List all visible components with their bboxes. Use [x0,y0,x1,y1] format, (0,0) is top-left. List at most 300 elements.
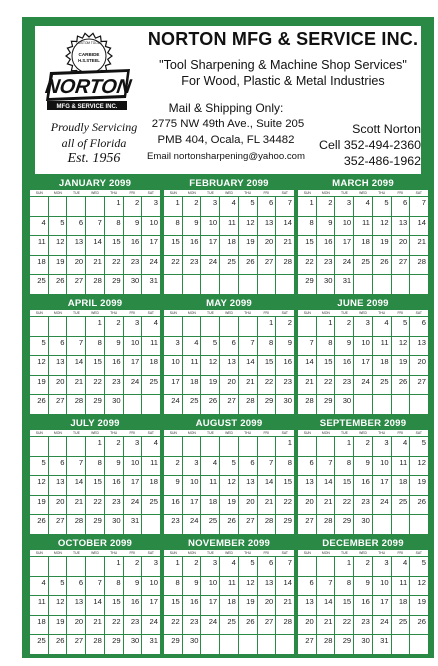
day-cell [276,217,294,236]
day-cell [354,577,372,596]
day-cell [67,557,85,576]
weekday-label: TUE [73,311,80,315]
day-number: 18 [37,616,46,626]
day-cell [183,557,201,576]
day-cell [124,356,142,375]
day-cell [298,635,316,654]
day-cell [49,356,67,375]
day-number: 14 [74,357,84,366]
day-cell [86,197,104,216]
day-number: 10 [130,337,140,347]
day-number: 20 [305,496,314,506]
day-number: 7 [287,558,292,567]
day-number: 31 [149,276,158,285]
day-number: 30 [112,396,121,405]
day-cell [30,395,48,414]
day-cell [220,256,238,275]
day-cell [124,437,142,456]
day-cell [124,395,142,414]
day-cell [86,337,104,356]
day-cell [276,376,294,395]
day-number: 19 [417,477,426,486]
day-cell [317,236,335,255]
day-cell [201,217,219,236]
day-cell [30,457,48,476]
day-cell [298,616,316,635]
weekday-label: WED [359,551,367,555]
day-number: 23 [189,616,199,626]
day-cell [124,577,142,596]
day-number: 22 [112,616,121,626]
day-cell [392,635,410,654]
weekday-label: THU [244,191,252,195]
day-number: 28 [305,396,314,405]
day-cell [410,197,428,216]
day-cell [317,395,335,414]
day-cell [124,217,142,236]
day-number: 11 [150,457,158,467]
day-cell [239,256,257,275]
day-cell [354,557,372,576]
day-number: 29 [112,636,121,645]
day-number: 22 [342,616,352,626]
day-cell [86,515,104,534]
day-number: 6 [60,457,65,467]
day-cell [183,236,201,255]
day-number: 22 [305,256,314,266]
day-cell [67,496,85,515]
weekday-label: THU [378,551,386,555]
day-number: 29 [93,516,102,525]
weekday-label: TUE [73,431,80,435]
day-number: 12 [227,477,236,486]
day-number: 9 [365,577,370,587]
weekday-label: SAT [281,191,288,195]
day-cell [276,496,294,515]
day-cell [30,437,48,456]
weekday-label: MON [53,551,62,555]
day-number: 2 [287,318,292,327]
day-cell [124,496,142,515]
day-number: 25 [398,616,408,626]
day-cell [220,577,238,596]
weekday-row [30,190,160,196]
day-number: 8 [346,577,352,587]
weekday-row [298,430,428,436]
day-cell [335,635,353,654]
day-cell [392,515,410,534]
weekday-label: THU [110,551,118,555]
day-cell [67,457,85,476]
day-number: 17 [342,237,352,246]
day-number: 29 [112,276,121,285]
day-cell [220,317,238,336]
day-cell [183,256,201,275]
day-number: 9 [175,477,180,486]
weekday-label: FRI [263,551,269,555]
day-cell [142,515,160,534]
day-number: 16 [130,237,140,246]
day-cell [239,395,257,414]
day-number: 7 [309,337,314,347]
day-number: 26 [37,396,46,405]
day-cell [164,557,182,576]
mail-label: Mail & Shipping Only: [168,101,284,115]
day-cell [220,236,238,255]
day-number: 18 [398,597,408,606]
weekday-label: THU [244,431,252,435]
day-cell [392,197,410,216]
day-cell [410,476,428,495]
day-cell [239,317,257,336]
day-cell [30,515,48,534]
day-cell [239,437,257,456]
weekday-row [164,310,294,316]
day-cell [86,457,104,476]
weekday-label: SAT [147,311,154,315]
day-number: 1 [97,438,102,447]
day-number: 6 [231,337,236,347]
month-title: JUNE 2099 [337,298,389,309]
day-number: 30 [130,636,140,645]
tagline-services: "Tool Sharpening & Machine Shop Services" [159,58,407,72]
day-number: 26 [55,276,65,285]
day-number: 23 [171,516,180,525]
month-block [30,538,160,656]
day-number: 1 [346,558,352,567]
day-number: 29 [342,516,352,525]
day-cell [67,197,85,216]
day-cell [276,476,294,495]
day-cell [392,376,410,395]
day-number: 7 [97,217,102,227]
month-block [164,178,294,296]
day-number: 18 [37,256,46,266]
day-number: 28 [93,276,102,285]
day-number: 14 [323,597,333,606]
day-number: 9 [116,457,121,467]
day-number: 19 [37,496,46,506]
day-cell [373,337,391,356]
day-number: 19 [398,357,408,366]
day-number: 25 [37,276,46,285]
weekday-label: SUN [303,431,311,435]
day-cell [276,635,294,654]
month-block [164,538,294,656]
day-cell [201,376,219,395]
day-cell [142,616,160,635]
weekday-label: FRI [129,431,135,435]
day-number: 9 [194,577,199,587]
day-cell [335,275,353,294]
weekday-label: SAT [415,311,422,315]
day-cell [183,197,201,216]
day-cell [239,356,257,375]
day-cell [410,376,428,395]
day-cell [105,317,123,336]
day-cell [142,197,160,216]
day-number: 13 [417,337,426,347]
logo-brand-text: NORTON [44,76,133,98]
day-cell [30,236,48,255]
weekday-label: SAT [147,191,154,195]
day-cell [220,596,238,615]
day-number: 5 [212,337,218,347]
day-number: 23 [361,616,370,626]
day-cell [276,577,294,596]
day-cell [201,616,219,635]
day-cell [317,376,335,395]
day-number: 17 [208,237,218,246]
day-cell [124,256,142,275]
day-cell [201,577,219,596]
day-number: 18 [149,477,158,486]
day-cell [373,577,391,596]
day-grid [298,557,428,654]
day-cell [30,616,48,635]
weekday-label: TUE [207,311,214,315]
day-cell [410,256,428,275]
day-number: 7 [250,337,255,347]
day-number: 8 [97,337,102,347]
day-cell [392,616,410,635]
day-cell [164,256,182,275]
day-cell [410,356,428,375]
day-cell [67,476,85,495]
day-number: 25 [37,636,46,645]
day-cell [392,557,410,576]
day-cell [67,337,85,356]
day-cell [335,557,353,576]
day-number: 22 [112,256,121,266]
month-title: DECEMBER 2099 [322,538,404,549]
day-cell [392,217,410,236]
day-number: 10 [208,217,218,227]
day-cell [105,616,123,635]
day-cell [335,616,353,635]
day-cell [276,256,294,275]
day-number: 1 [309,198,314,207]
day-cell [49,217,67,236]
day-cell [30,275,48,294]
day-cell [220,376,238,395]
day-cell [354,337,372,356]
day-cell [30,577,48,596]
contact-name: Scott Norton [352,122,421,136]
day-cell [354,515,372,534]
day-number: 10 [342,217,352,227]
day-number: 5 [421,438,426,447]
day-number: 12 [37,477,46,486]
day-cell [142,476,160,495]
day-number: 7 [78,457,84,467]
day-cell [142,236,160,255]
day-grid [164,317,294,414]
day-grid [298,317,428,414]
day-number: 16 [189,237,199,246]
day-number: 22 [93,376,102,386]
day-cell [258,337,276,356]
day-number: 30 [323,276,333,285]
weekday-row [298,190,428,196]
day-number: 23 [189,256,199,266]
day-cell [201,635,219,654]
day-cell [201,515,219,534]
day-cell [239,635,257,654]
day-number: 12 [246,577,255,587]
weekday-label: WED [91,431,99,435]
day-cell [86,236,104,255]
day-number: 19 [55,256,65,266]
weekday-row [164,550,294,556]
weekday-label: FRI [263,431,269,435]
day-number: 21 [93,256,102,266]
day-number: 29 [93,396,102,405]
day-number: 19 [37,376,46,386]
day-number: 25 [398,496,408,506]
day-number: 16 [342,357,352,366]
day-cell [410,515,428,534]
day-number: 19 [55,616,65,626]
weekday-label: THU [378,191,386,195]
day-cell [142,635,160,654]
day-cell [67,395,85,414]
day-number: 30 [342,396,352,405]
weekday-label: FRI [397,191,403,195]
day-number: 8 [97,457,102,467]
day-grid [30,197,160,294]
day-cell [239,457,257,476]
day-number: 26 [417,616,426,626]
day-number: 6 [421,318,426,327]
day-cell [105,557,123,576]
day-cell [298,337,316,356]
day-cell [124,337,142,356]
day-number: 14 [93,597,102,606]
day-cell [67,596,85,615]
day-number: 28 [323,516,333,525]
day-number: 23 [130,256,140,266]
day-cell [86,376,104,395]
day-cell [105,197,123,216]
day-number: 18 [149,357,158,366]
day-number: 1 [328,318,333,327]
day-cell [239,236,257,255]
day-cell [298,476,316,495]
day-cell [30,557,48,576]
day-cell [276,557,294,576]
weekday-label: SUN [169,191,177,195]
day-number: 25 [189,396,199,405]
day-grid [164,437,294,534]
day-cell [164,437,182,456]
day-cell [335,256,353,275]
logo-steel-text: H.S.STEEL [78,58,100,63]
day-cell [392,256,410,275]
day-cell [183,317,201,336]
day-cell [258,476,276,495]
day-cell [410,596,428,615]
day-number: 30 [112,516,121,525]
weekday-label: WED [225,191,233,195]
day-cell [220,197,238,216]
day-cell [354,356,372,375]
day-cell [317,457,335,476]
weekday-label: TUE [341,551,348,555]
logo-plate-text: MFG & SERVICE INC. [56,104,118,110]
day-cell [105,577,123,596]
weekday-row [30,550,160,556]
day-cell [317,616,335,635]
day-number: 21 [305,376,314,386]
day-cell [142,317,160,336]
day-number: 23 [323,256,333,266]
address-line-2: PMB 404, Ocala, FL 34482 [157,134,295,146]
month-block [164,298,294,416]
weekday-label: SAT [281,431,288,435]
month-block [298,298,428,416]
day-number: 28 [283,616,292,626]
day-cell [30,596,48,615]
day-cell [220,476,238,495]
day-cell [392,275,410,294]
day-number: 10 [380,457,389,467]
day-number: 12 [380,217,389,227]
day-cell [298,356,316,375]
day-number: 13 [305,477,314,486]
day-number: 20 [398,237,408,246]
day-cell [410,496,428,515]
day-cell [354,236,372,255]
day-number: 15 [93,477,102,486]
day-number: 5 [41,457,46,467]
day-number: 3 [135,318,140,327]
day-number: 21 [93,616,102,626]
day-number: 20 [74,256,84,266]
day-number: 25 [380,376,389,386]
day-cell [183,356,201,375]
day-number: 5 [60,577,65,587]
weekday-label: SUN [303,311,311,315]
day-cell [201,197,219,216]
weekday-label: FRI [263,191,269,195]
day-number: 15 [323,357,333,366]
day-number: 17 [171,376,180,386]
day-number: 15 [112,237,121,246]
day-number: 24 [189,516,199,525]
day-number: 24 [361,376,370,386]
weekday-row [30,310,160,316]
day-number: 20 [227,376,236,386]
day-cell [183,496,201,515]
day-cell [317,557,335,576]
day-cell [30,217,48,236]
day-number: 6 [309,577,314,587]
day-number: 27 [417,376,426,386]
day-number: 21 [246,376,255,386]
slogan-line-1: Proudly Servicing [50,120,138,134]
day-number: 16 [130,597,140,606]
day-cell [276,275,294,294]
day-number: 15 [112,597,121,606]
day-cell [220,457,238,476]
day-number: 16 [112,477,121,486]
day-cell [373,635,391,654]
day-number: 19 [246,597,255,606]
day-cell [164,376,182,395]
day-cell [220,217,238,236]
day-cell [220,616,238,635]
